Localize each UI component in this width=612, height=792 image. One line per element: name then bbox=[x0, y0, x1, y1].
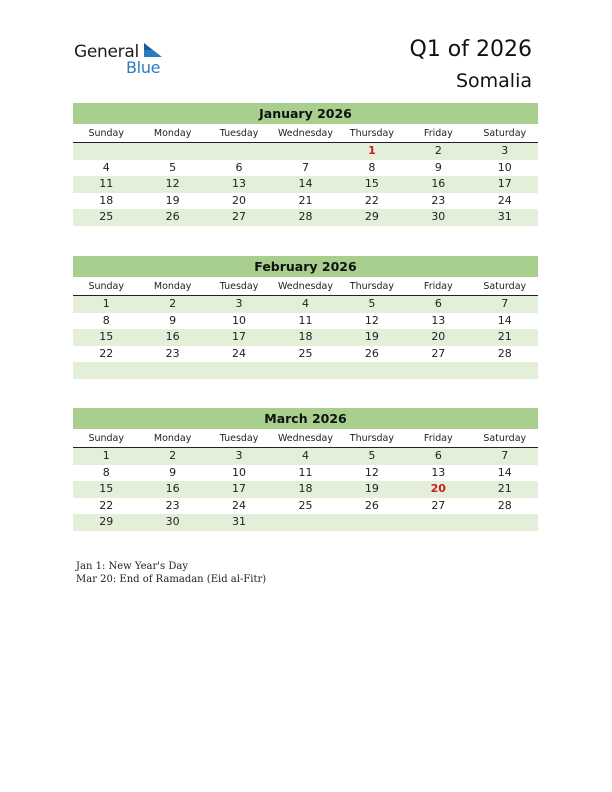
date-cell: 6 bbox=[235, 160, 243, 174]
weekday-label: Sunday bbox=[88, 281, 124, 292]
date-cell: 17 bbox=[232, 330, 247, 344]
date-cell: 18 bbox=[298, 482, 313, 496]
date-cell: 22 bbox=[364, 193, 379, 207]
date-cell: 10 bbox=[232, 465, 247, 479]
week-row bbox=[73, 176, 538, 193]
date-cell: 3 bbox=[235, 449, 243, 462]
date-cell: 8 bbox=[102, 313, 110, 327]
date-cell: 24 bbox=[497, 193, 512, 207]
week-row bbox=[73, 498, 538, 515]
date-cell: 16 bbox=[431, 177, 446, 191]
date-cell bbox=[272, 362, 338, 379]
date-cell: 27 bbox=[431, 346, 446, 360]
week-row bbox=[73, 160, 538, 177]
logo-word-blue: Blue bbox=[126, 58, 161, 77]
week-row bbox=[73, 296, 538, 313]
date-cell: 17 bbox=[497, 177, 512, 191]
weekday-label: Monday bbox=[153, 128, 192, 139]
date-cell: 1 bbox=[102, 297, 110, 310]
date-cell: 30 bbox=[431, 210, 446, 224]
date-cell: 13 bbox=[431, 465, 446, 479]
date-cell: 7 bbox=[501, 449, 509, 462]
date-cell: 5 bbox=[169, 160, 177, 174]
weekday-label: Tuesday bbox=[219, 128, 259, 139]
date-cell: 19 bbox=[364, 330, 379, 344]
date-cell: 3 bbox=[235, 297, 243, 310]
date-cell: 2 bbox=[434, 144, 442, 157]
weekday-header-row bbox=[73, 430, 538, 448]
logo-triangle-icon bbox=[142, 43, 162, 59]
date-cell: 4 bbox=[301, 297, 309, 310]
week-row bbox=[73, 465, 538, 482]
weekday-label: Wednesday bbox=[277, 281, 333, 292]
date-cell: 4 bbox=[301, 449, 309, 462]
date-cell: 20 bbox=[431, 330, 446, 344]
date-cell bbox=[73, 143, 139, 160]
month-header: February 2026 bbox=[73, 256, 538, 277]
date-cell bbox=[139, 362, 205, 379]
month-header: January 2026 bbox=[73, 103, 538, 124]
date-cell bbox=[73, 362, 139, 379]
date-cell: 21 bbox=[497, 482, 512, 496]
date-cell: 14 bbox=[298, 177, 313, 191]
logo bbox=[74, 41, 174, 77]
date-cell: 25 bbox=[99, 210, 114, 224]
date-cell: 13 bbox=[431, 313, 446, 327]
date-cell: 17 bbox=[232, 482, 247, 496]
week-row bbox=[73, 313, 538, 330]
week-row bbox=[73, 514, 538, 531]
date-cell: 8 bbox=[368, 160, 376, 174]
weekday-label: Thursday bbox=[349, 281, 394, 292]
holiday-date-cell: 20 bbox=[430, 482, 446, 496]
week-row bbox=[73, 329, 538, 346]
holiday-note: Jan 1: New Year's Day bbox=[76, 561, 188, 572]
weekday-label: Monday bbox=[153, 433, 192, 444]
date-cell: 13 bbox=[232, 177, 247, 191]
date-cell: 16 bbox=[165, 330, 180, 344]
weekday-label: Tuesday bbox=[219, 433, 259, 444]
date-cell: 27 bbox=[232, 210, 247, 224]
date-cell bbox=[405, 362, 471, 379]
date-cell: 31 bbox=[497, 210, 512, 224]
date-cell: 15 bbox=[99, 482, 114, 496]
date-cell: 7 bbox=[501, 297, 509, 310]
date-cell: 26 bbox=[165, 210, 180, 224]
date-cell bbox=[472, 514, 538, 531]
week-row bbox=[73, 346, 538, 363]
date-cell: 4 bbox=[102, 160, 110, 174]
date-cell: 2 bbox=[169, 297, 177, 310]
date-cell: 15 bbox=[364, 177, 379, 191]
date-cell: 29 bbox=[364, 210, 379, 224]
date-cell: 11 bbox=[298, 465, 313, 479]
date-cell: 22 bbox=[99, 346, 114, 360]
date-cell: 3 bbox=[501, 144, 509, 157]
date-cell: 12 bbox=[165, 177, 180, 191]
date-cell: 9 bbox=[434, 160, 442, 174]
date-cell bbox=[272, 514, 338, 531]
weekday-label: Sunday bbox=[88, 433, 124, 444]
weekday-label: Tuesday bbox=[219, 281, 259, 292]
month-header: March 2026 bbox=[73, 408, 538, 429]
weekday-header-row bbox=[73, 278, 538, 296]
weekday-label: Saturday bbox=[483, 281, 527, 292]
date-cell: 24 bbox=[232, 498, 247, 512]
weekday-header-row bbox=[73, 125, 538, 143]
date-cell: 14 bbox=[497, 465, 512, 479]
date-cell: 9 bbox=[169, 313, 177, 327]
date-cell: 24 bbox=[232, 346, 247, 360]
date-cell: 11 bbox=[298, 313, 313, 327]
date-cell: 27 bbox=[431, 498, 446, 512]
week-row bbox=[73, 448, 538, 465]
date-cell: 21 bbox=[497, 330, 512, 344]
date-cell: 16 bbox=[165, 482, 180, 496]
date-cell: 10 bbox=[497, 160, 512, 174]
date-cell: 5 bbox=[368, 297, 376, 310]
date-cell: 11 bbox=[99, 177, 114, 191]
date-cell: 7 bbox=[301, 160, 309, 174]
week-row bbox=[73, 143, 538, 160]
date-cell: 2 bbox=[169, 449, 177, 462]
date-cell: 18 bbox=[298, 330, 313, 344]
date-cell: 31 bbox=[232, 515, 247, 529]
date-cell bbox=[339, 362, 405, 379]
weekday-label: Friday bbox=[423, 281, 453, 292]
holiday-notes bbox=[76, 560, 266, 586]
date-cell: 5 bbox=[368, 449, 376, 462]
date-cell: 15 bbox=[99, 330, 114, 344]
date-cell: 23 bbox=[431, 193, 446, 207]
holiday-date-cell: 1 bbox=[368, 144, 376, 157]
date-cell bbox=[339, 514, 405, 531]
weekday-label: Friday bbox=[423, 433, 453, 444]
weekday-label: Thursday bbox=[349, 433, 394, 444]
date-cell: 8 bbox=[102, 465, 110, 479]
date-cell: 23 bbox=[165, 498, 180, 512]
date-cell: 21 bbox=[298, 193, 313, 207]
week-row bbox=[73, 481, 538, 498]
month-calendar-february bbox=[73, 256, 538, 379]
date-cell: 6 bbox=[434, 449, 442, 462]
month-calendar-january bbox=[73, 103, 538, 226]
date-cell: 18 bbox=[99, 193, 114, 207]
page-title: Q1 of 2026 bbox=[409, 37, 532, 62]
weekday-label: Monday bbox=[153, 281, 192, 292]
weekday-label: Saturday bbox=[483, 433, 527, 444]
date-cell: 12 bbox=[364, 313, 379, 327]
date-cell: 26 bbox=[364, 498, 379, 512]
logo-word-general: General bbox=[74, 42, 139, 62]
date-cell: 14 bbox=[497, 313, 512, 327]
week-row bbox=[73, 193, 538, 210]
date-cell: 22 bbox=[99, 498, 114, 512]
date-cell: 30 bbox=[165, 515, 180, 529]
date-cell: 25 bbox=[298, 346, 313, 360]
date-cell: 20 bbox=[232, 193, 247, 207]
country-name: Somalia bbox=[455, 70, 532, 92]
date-cell bbox=[405, 514, 471, 531]
week-row bbox=[73, 362, 538, 379]
date-cell: 28 bbox=[298, 210, 313, 224]
date-cell: 26 bbox=[364, 346, 379, 360]
weekday-label: Sunday bbox=[88, 128, 124, 139]
date-cell bbox=[206, 362, 272, 379]
weekday-label: Wednesday bbox=[277, 433, 333, 444]
date-cell bbox=[472, 362, 538, 379]
month-calendar-march bbox=[73, 408, 538, 531]
date-cell: 19 bbox=[165, 193, 180, 207]
date-cell bbox=[272, 143, 338, 160]
weekday-label: Wednesday bbox=[277, 128, 333, 139]
week-row bbox=[73, 209, 538, 226]
date-cell: 1 bbox=[102, 449, 110, 462]
date-cell: 10 bbox=[232, 313, 247, 327]
date-cell: 19 bbox=[364, 482, 379, 496]
date-cell: 9 bbox=[169, 465, 177, 479]
weekday-label: Friday bbox=[423, 128, 453, 139]
weekday-label: Saturday bbox=[483, 128, 527, 139]
date-cell bbox=[139, 143, 205, 160]
date-cell: 28 bbox=[497, 346, 512, 360]
date-cell: 25 bbox=[298, 498, 313, 512]
date-cell bbox=[206, 143, 272, 160]
holiday-note: Mar 20: End of Ramadan (Eid al-Fitr) bbox=[76, 574, 267, 585]
date-cell: 6 bbox=[434, 297, 442, 310]
date-cell: 29 bbox=[99, 515, 114, 529]
date-cell: 12 bbox=[364, 465, 379, 479]
weekday-label: Thursday bbox=[349, 128, 394, 139]
date-cell: 28 bbox=[497, 498, 512, 512]
date-cell: 23 bbox=[165, 346, 180, 360]
